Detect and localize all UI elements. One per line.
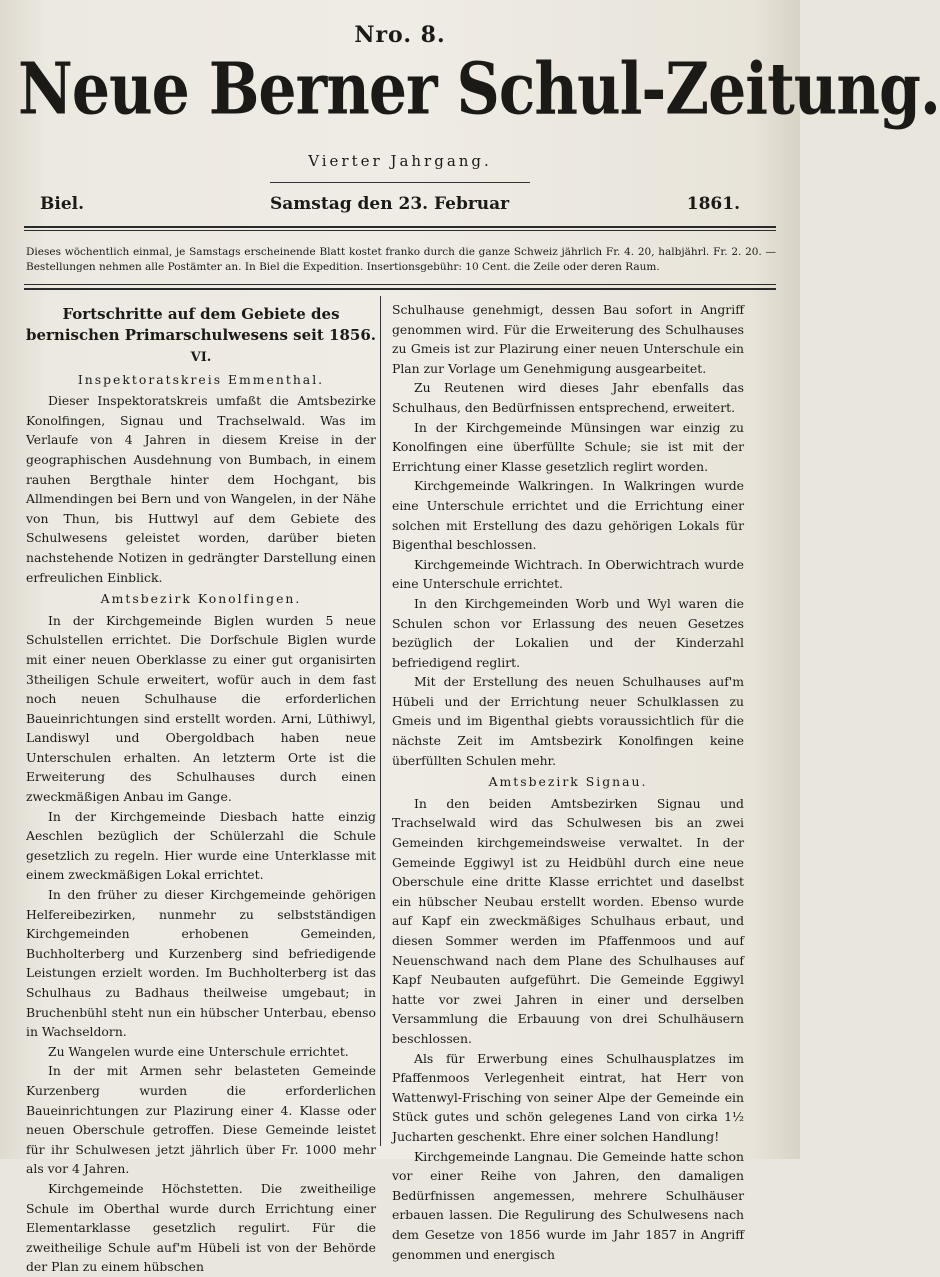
- article-part-number: VI.: [190, 350, 212, 365]
- notice-rule-thin: [24, 284, 776, 285]
- paragraph: In der Kirchgemeinde Biglen wurden 5 neue Schulstellen errichtet. Die Dorfschule Biglen wurde mit einer neuen Oberklasse zu einer gut organisirten 3theiligen Schule erweitert, wofür auch in dem fast noch neuen Schulhause die erforderlichen Baueinrichtungen sind erstellt worden. Arni, Lüthiwyl, Landiswyl und Obergoldbach haben neue Unterschulen erhalten. An letzterm Orte ist die Erweiterung des Schulhauses durch einen zweckmäßigen Anbau im Gange.: [26, 612, 376, 805]
- paragraph: In den früher zu dieser Kirchgemeinde gehörigen Helfereibezirken, nunmehr zu selbstständigen Kirchgemeinden erhobenen Gemeinden, Buchholterberg und Kurzenberg sind befriedigende Leistungen erzielt worden. Im Buchholterberg ist das Schulhaus zu Badhaus theilweise umgebaut; in Bruchenbühl steht nun ein hübscher Unterbau, ebenso in Wachseldorn.: [26, 887, 376, 1040]
- masthead-title: Neue Berner Schul-Zeitung.: [18, 48, 940, 132]
- masthead-rule: [270, 182, 530, 183]
- dateline-date: Samstag den 23. Februar: [270, 194, 510, 214]
- paragraph: Kirchgemeinde Langnau. Die Gemeinde hatte schon vor einer Reihe von Jahren, den damaligen Bedürfnissen angemessen, mehrere Schulhäuser erbauen lassen. Die Regulirung des Schulwesens nach dem Gesetze von 1856 wurde im Jahr 1857 in Angriff genommen und energisch: [392, 1148, 744, 1262]
- section-heading-konolfingen: Amtsbezirk Konolfingen.: [100, 591, 302, 607]
- paragraph: Dieser Inspektoratskreis umfaßt die Amtsbezirke Konolfingen, Signau und Trachselwald. Was im Verlaufe von 4 Jahren in diesem Kreise in der geographischen Ausdehnung von Bumbach, in einem rauhen Bergthale hinter dem Hochgant, bis Allmendingen bei Bern und von Wangelen, in der Nähe von Thun, bis Huttwyl auf dem Gebiete des Schulwesens geleistet worden, darüber bieten nachstehende Notizen in gedrängter Darstellung einen erfreulichen Einblick.: [26, 393, 376, 585]
- paragraph: Schulhause genehmigt, dessen Bau sofort in Angriff genommen wird. Für die Erweiterung des Schulhauses zu Gmeis ist zur Plazirung einer neuen Unterschule ein Plan zur Vorlage um Genehmigung ausgearbeitet.: [392, 302, 744, 376]
- dateline: [40, 194, 740, 218]
- paragraph: Kirchgemeinde Walkringen. In Walkringen wurde eine Unterschule errichtet und die Errichtung einer solchen mit Erstellung des dazu gehörigen Lokals für Bigenthal beschlossen.: [392, 478, 744, 553]
- header-rule-top: [24, 226, 776, 228]
- volume-line: Vierter Jahrgang.: [308, 152, 492, 170]
- paragraph: In den beiden Amtsbezirken Signau und Trachselwald wird das Schulwesen bis an zwei Gemeinden kirchgemeindsweise verwaltet. In der Gemeinde Eggiwyl ist zu Heidbühl durch eine neue Oberschule eine dritte Klasse errichtet und daselbst ein hübscher Neubau erstellt worden. Ebenso wurde auf Kapf ein zweckmäßiges Schulhaus erbaut, und diesen Sommer werden im Pfaffenmoos und auf Neuenschwand nach dem Plane des Schulhauses auf Kapf Neubauten aufgeführt. Die Gemeinde Eggiwyl hatte vor zwei Jahren in einer und derselben Versammlung die Erbauung von drei Schulhäusern beschlossen.: [392, 795, 744, 1046]
- notice-rule-thick: [24, 288, 776, 290]
- section-heading-signau: Amtsbezirk Signau.: [488, 774, 648, 790]
- paragraph: In der Kirchgemeinde Münsingen war einzig zu Konolfingen eine überfüllte Schule; sie ist mit der Errichtung einer Klasse gesetzlich reglirt worden.: [392, 419, 744, 474]
- paragraph: Zu Wangelen wurde eine Unterschule errichtet.: [48, 1043, 349, 1059]
- subscription-notice: Dieses wöchentlich einmal, je Samstags erscheinende Blatt kostet franko durch die ganze Schweiz jährlich Fr. 4. 20, halbjährl. Fr. 2. 20. — Bestellungen nehmen alle Postämter an. In Biel die Expedition. Insertionsgebühr: 10 Cent. die Zeile oder deren Raum.: [26, 246, 776, 273]
- dateline-place: Biel.: [40, 194, 85, 214]
- paragraph: Mit der Erstellung des neuen Schulhauses auf'm Hübeli und der Errichtung neuer Schulklassen zu Gmeis und im Bigenthal giebts voraussichtlich für die nächste Zeit im Amtsbezirk Konolfingen keine überfüllten Schulen mehr.: [392, 674, 744, 768]
- paragraph: In der mit Armen sehr belasteten Gemeinde Kurzenberg wurden die erforderlichen Baueinrichtungen zur Plazirung einer 4. Klasse oder neuen Oberschule getroffen. Diese Gemeinde leistet für ihr Schulwesen jetzt jährlich über Fr. 1000 mehr als vor 4 Jahren.: [26, 1063, 376, 1177]
- column-left: [26, 300, 376, 1275]
- column-divider: [380, 296, 381, 1146]
- paragraph: Kirchgemeinde Höchstetten. Die zweitheilige Schule im Oberthal wurde durch Errichtung einer Elementarklasse gesetzlich regulirt. Für die zweitheilige Schule auf'm Hübeli ist von der Behörde der Plan zu einem hübschen: [26, 1180, 376, 1275]
- issue-number: Nro. 8.: [354, 22, 446, 48]
- paragraph: Als für Erwerbung eines Schulhausplatzes im Pfaffenmoos Verlegenheit eintrat, hat Herr von Wattenwyl-Frisching von seiner Alpe der Gemeinde ein Stück gutes und schön gelegenes Land von cirka 1½ Jucharten geschenkt. Ehre einer solchen Handlung!: [392, 1050, 744, 1144]
- paragraph: Kirchgemeinde Wichtrach. In Oberwichtrach wurde eine Unterschule errichtet.: [392, 556, 744, 592]
- column-right: [392, 300, 744, 1262]
- paragraph: Zu Reutenen wird dieses Jahr ebenfalls das Schulhaus, den Bedürfnissen entsprechend, erweitert.: [392, 380, 744, 415]
- dateline-year: 1861.: [686, 194, 740, 214]
- paragraph: In den Kirchgemeinden Worb und Wyl waren die Schulen schon vor Erlassung des neuen Gesetzes bezüglich der Lokalien und der Kinderzahl befriedigend reglirt.: [392, 595, 744, 670]
- header-rule-top-thin: [24, 230, 776, 231]
- article-headline: Fortschritte auf dem Gebiete des bernischen Primarschulwesens seit 1856.: [26, 305, 376, 344]
- section-heading-emmenthal: Inspektoratskreis Emmenthal.: [77, 371, 325, 387]
- paragraph: In der Kirchgemeinde Diesbach hatte einzig Aeschlen bezüglich der Schülerzahl die Schule gesetzlich zu regeln. Hier wurde eine Unterklasse mit einem zweckmäßigen Lokal errichtet.: [26, 808, 376, 883]
